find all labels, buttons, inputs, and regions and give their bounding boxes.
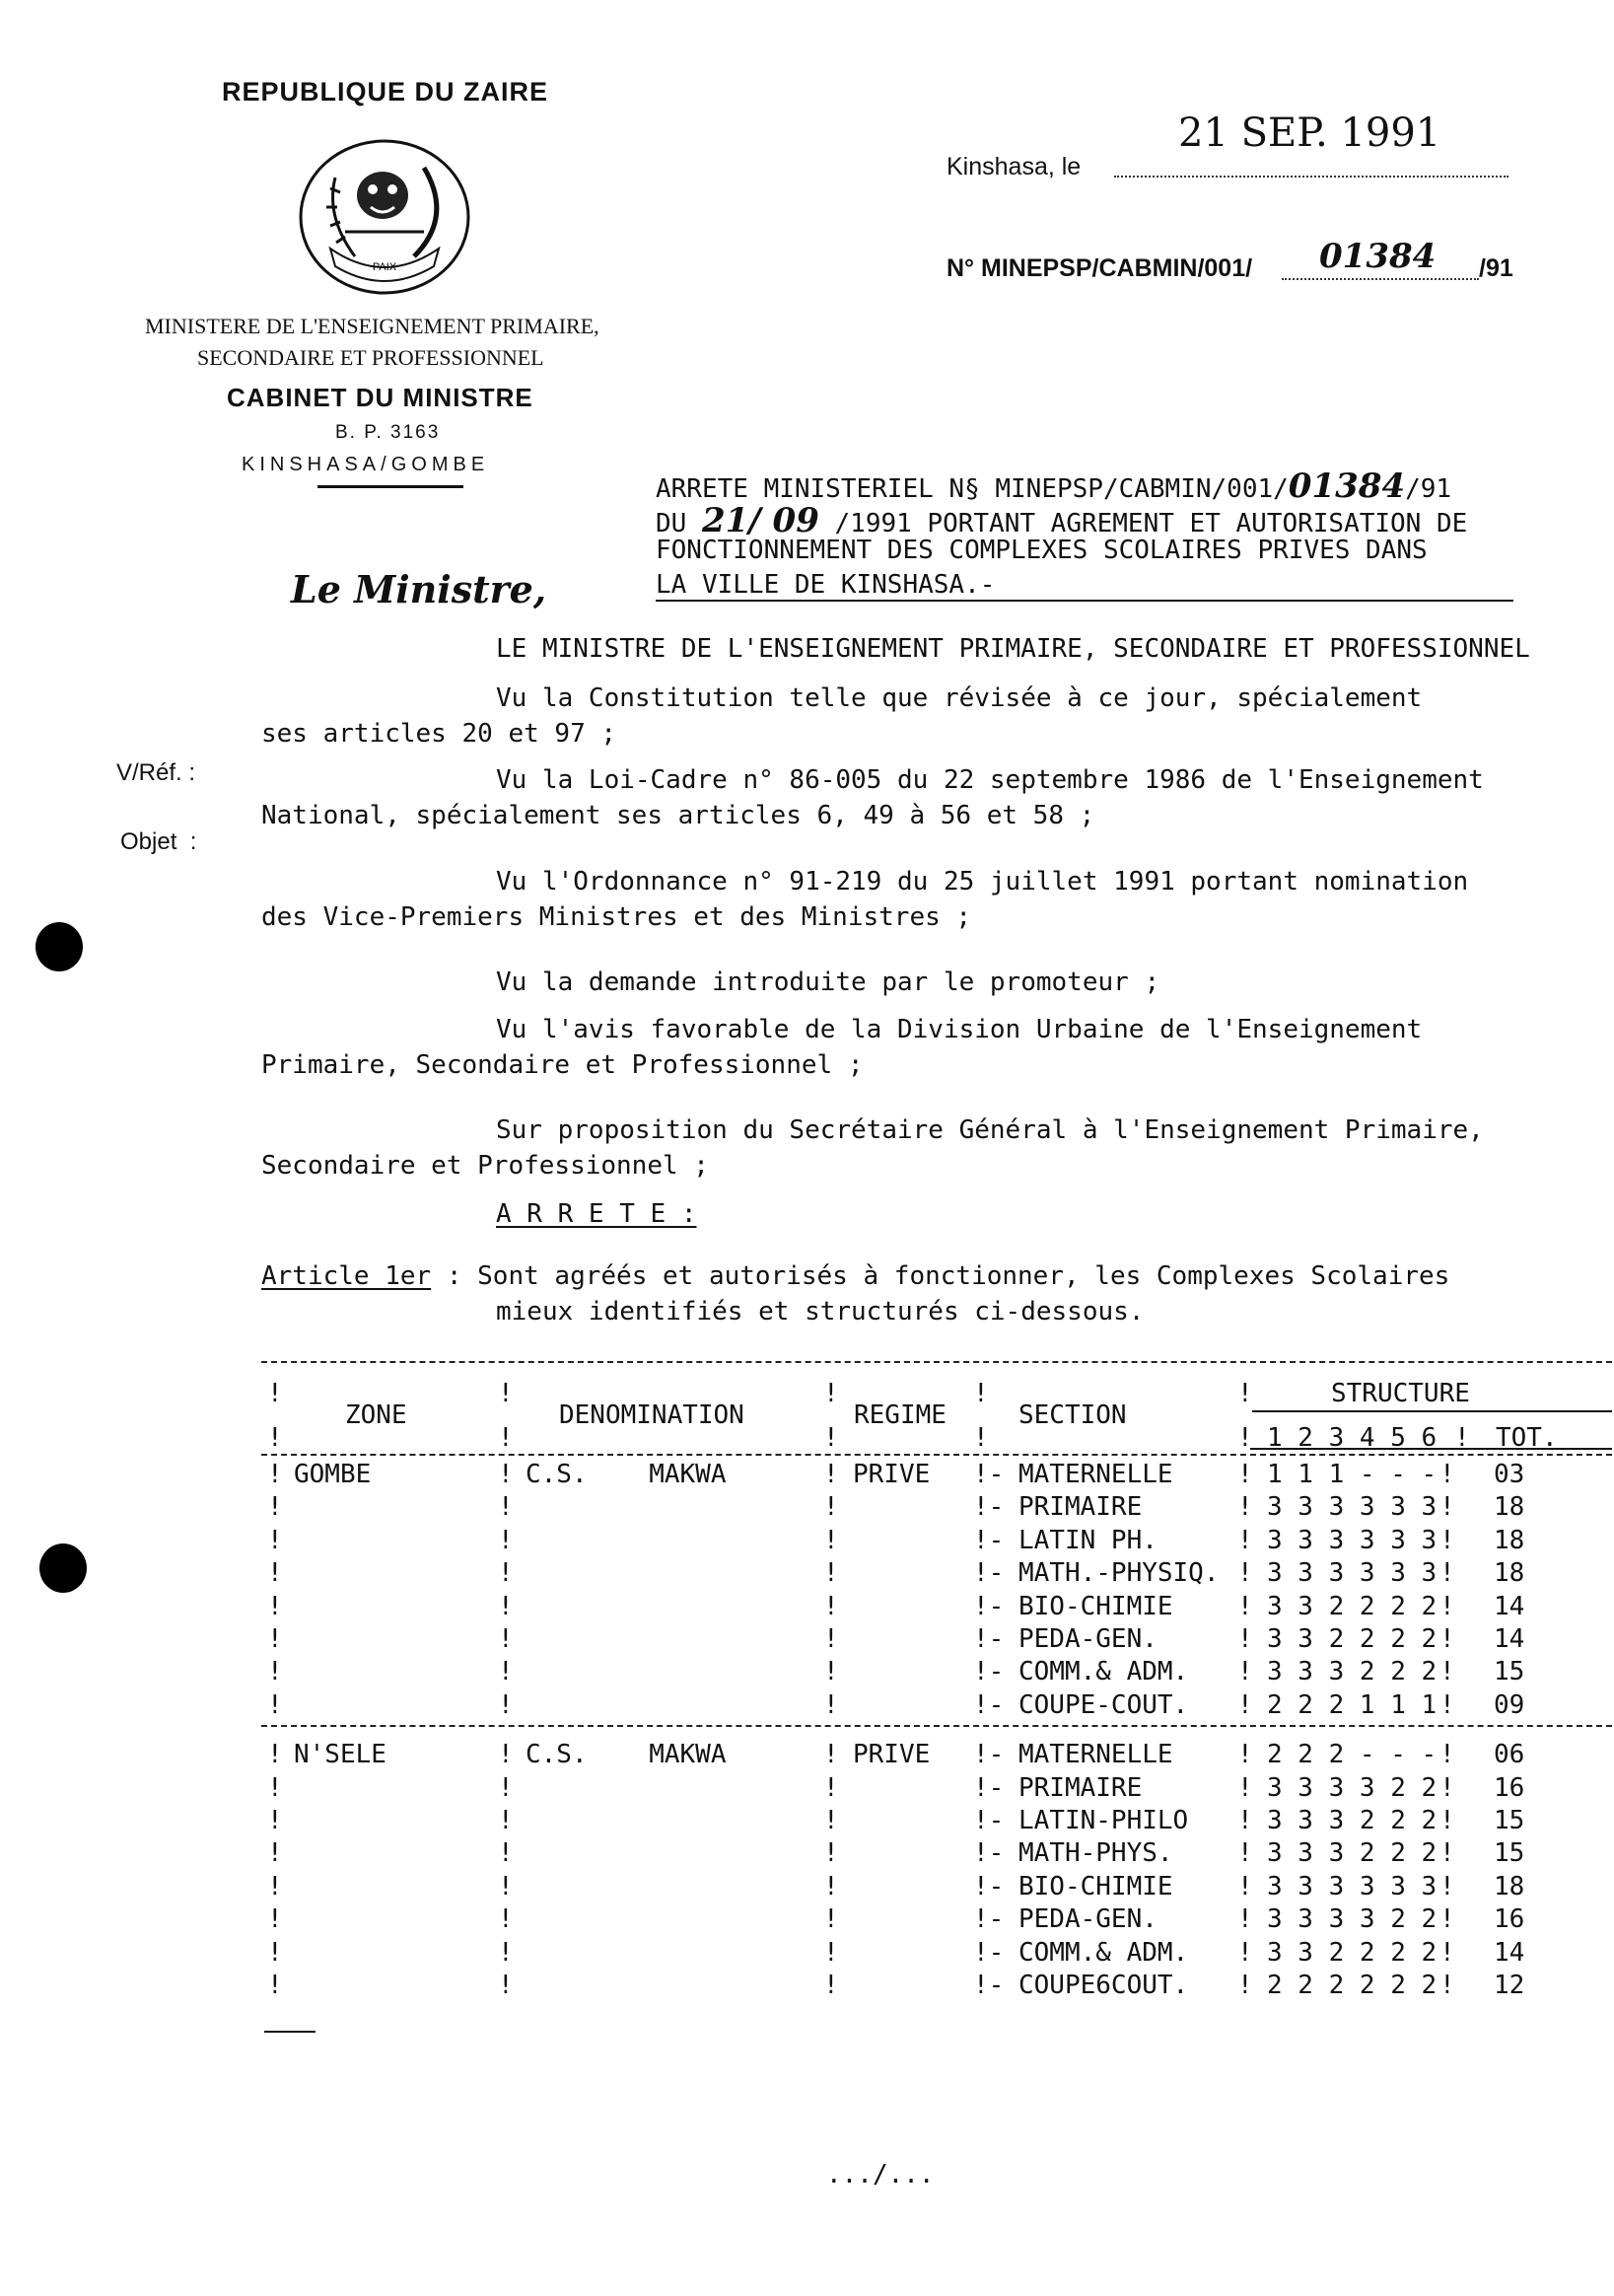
row-structure: 3 3 3 3 3 3	[1267, 1492, 1438, 1522]
row-separator: !	[1237, 1558, 1253, 1588]
row-total: 15	[1494, 1657, 1525, 1686]
row-separator: !	[1439, 1492, 1455, 1522]
header-years: 1 2 3 4 5 6	[1267, 1423, 1438, 1453]
row-separator: !	[1237, 1740, 1253, 1769]
row-separator: !-	[973, 1460, 1005, 1489]
row-structure: 3 3 2 2 2 2	[1267, 1624, 1438, 1654]
coat-of-arms-seal	[296, 138, 473, 296]
row-separator: !	[823, 1657, 839, 1686]
row-separator: !	[1237, 1838, 1253, 1868]
row-separator: !	[498, 1690, 514, 1720]
row-separator: !	[498, 1938, 514, 1968]
row-structure: 2 2 2 2 2 2	[1267, 1971, 1438, 2000]
row-separator: !	[498, 1592, 514, 1621]
row-separator: !	[267, 1773, 283, 1803]
vu-demande: Vu la demande introduite par le promoteur ;	[496, 968, 1160, 997]
article-text-1: Sont agréés et autorisés à fonctionner, les Complexes Scolaires	[477, 1261, 1450, 1291]
row-separator: !-	[973, 1657, 1005, 1686]
title-line-1-suffix: /91	[1405, 474, 1452, 504]
header-separator: !	[1237, 1379, 1253, 1408]
vu-constitution-line-1: Vu la Constitution telle que révisée à ce jour, spécialement	[496, 683, 1423, 713]
row-separator: !-	[973, 1690, 1005, 1720]
vu-avis-line-1: Vu l'avis favorable de la Division Urbaine de l'Enseignement	[496, 1015, 1423, 1044]
row-separator: !	[267, 1526, 283, 1555]
row-separator: !	[1439, 1872, 1455, 1901]
row-separator: !	[823, 1740, 839, 1769]
header-structure: STRUCTURE	[1331, 1379, 1470, 1408]
punch-hole-top	[35, 922, 83, 971]
date-prefix: Kinshasa, le	[947, 153, 1082, 180]
row-regime: PRIVE	[853, 1460, 931, 1489]
article-label: Article 1er	[261, 1261, 432, 1291]
ministry-line-2: SECONDAIRE ET PROFESSIONNEL	[197, 345, 544, 370]
header-regime: REGIME	[854, 1400, 947, 1430]
header-section: SECTION	[1018, 1400, 1127, 1430]
vref-label: V/Réf. :	[116, 759, 196, 786]
row-separator: !	[267, 1558, 283, 1588]
row-section: COUPE6COUT.	[1018, 1971, 1189, 2000]
row-separator: !	[1439, 1592, 1455, 1621]
header-separator: !	[267, 1379, 283, 1408]
row-separator: !	[1237, 1592, 1253, 1621]
title-underline	[656, 600, 1513, 602]
row-separator: !	[823, 1558, 839, 1588]
row-separator: !	[823, 1526, 839, 1555]
row-structure: 3 3 3 2 2 2	[1267, 1806, 1438, 1835]
row-section: MATERNELLE	[1018, 1740, 1173, 1769]
row-separator: !	[498, 1773, 514, 1803]
city-underline	[317, 485, 463, 488]
row-separator: !	[1439, 1806, 1455, 1835]
row-section: COMM.& ADM.	[1018, 1938, 1189, 1968]
row-separator: !-	[973, 1592, 1005, 1621]
row-separator: !	[823, 1492, 839, 1522]
row-separator: !	[498, 1526, 514, 1555]
header-separator: !	[1454, 1423, 1470, 1453]
row-separator: !	[823, 1592, 839, 1621]
row-total: 14	[1494, 1592, 1525, 1621]
row-structure: 2 2 2 - - -	[1267, 1740, 1438, 1769]
row-separator: !	[1439, 1624, 1455, 1654]
row-separator: !	[823, 1806, 839, 1835]
row-separator: !	[267, 1740, 283, 1769]
row-separator: !	[823, 1904, 839, 1934]
postal-box: B. P. 3163	[335, 422, 441, 443]
row-separator: !-	[973, 1624, 1005, 1654]
row-section: COMM.& ADM.	[1018, 1657, 1189, 1686]
row-separator: !	[267, 1806, 283, 1835]
row-separator: !	[823, 1872, 839, 1901]
row-total: 18	[1494, 1526, 1525, 1555]
row-separator: !-	[973, 1773, 1005, 1803]
reference-number-handwritten: 01384	[1319, 237, 1437, 276]
stamped-date: 21 SEP. 1991	[1178, 110, 1441, 156]
row-total: 16	[1494, 1773, 1525, 1803]
row-separator: !-	[973, 1838, 1005, 1868]
vu-ordonnance-line-2: des Vice-Premiers Ministres et des Ministres ;	[261, 902, 972, 932]
row-structure: 2 2 2 1 1 1	[1267, 1690, 1438, 1720]
reference-dotted-line	[1282, 278, 1479, 280]
row-separator: !	[498, 1492, 514, 1522]
row-separator: !	[1439, 1971, 1455, 2000]
row-separator: !	[1237, 1904, 1253, 1934]
header-separator: !	[973, 1423, 989, 1453]
seal-motto: PAIX	[372, 261, 397, 273]
row-section: LATIN PH.	[1018, 1526, 1158, 1555]
row-separator: !	[1237, 1492, 1253, 1522]
minister-signature-heading: Le Ministre,	[291, 567, 547, 611]
vu-loi-cadre-line-2: National, spécialement ses articles 6, 49 à 56 et 58 ;	[261, 801, 1095, 830]
header-separator: !	[498, 1423, 514, 1453]
row-separator: !-	[973, 1872, 1005, 1901]
header-structure-rule	[1252, 1410, 1612, 1412]
table-end-mark	[264, 2031, 316, 2033]
article-line-2: mieux identifiés et structurés ci-dessous.	[496, 1297, 1145, 1327]
row-separator: !	[498, 1558, 514, 1588]
row-separator: !	[1439, 1558, 1455, 1588]
row-separator: !	[1237, 1938, 1253, 1968]
row-total: 15	[1494, 1806, 1525, 1835]
row-section: PEDA-GEN.	[1018, 1904, 1158, 1934]
title-line-1	[656, 466, 1451, 506]
row-total: 09	[1494, 1690, 1525, 1720]
row-separator: !	[1439, 1740, 1455, 1769]
row-regime: PRIVE	[853, 1740, 931, 1769]
row-separator: !-	[973, 1558, 1005, 1588]
row-section: PRIMAIRE	[1018, 1773, 1143, 1803]
vu-constitution-line-2: ses articles 20 et 97 ;	[261, 719, 617, 749]
row-separator: !	[1439, 1690, 1455, 1720]
title-handwritten-date: 21/ 09	[701, 501, 819, 540]
row-zone: GOMBE	[294, 1460, 372, 1489]
row-section: PRIMAIRE	[1018, 1492, 1143, 1522]
row-separator: !	[267, 1657, 283, 1686]
title-line-4: LA VILLE DE KINSHASA.-	[656, 570, 996, 600]
reference-suffix: /91	[1479, 254, 1513, 282]
row-total: 16	[1494, 1904, 1525, 1934]
vu-loi-cadre-line-1: Vu la Loi-Cadre n° 86-005 du 22 septembre 1986 de l'Enseignement	[496, 765, 1484, 795]
title-line-2-text: /1991 PORTANT AGREMENT ET AUTORISATION DE	[818, 509, 1468, 538]
row-separator: !	[267, 1938, 283, 1968]
row-separator: !-	[973, 1526, 1005, 1555]
row-total: 18	[1494, 1872, 1525, 1901]
row-separator: !	[1237, 1624, 1253, 1654]
row-separator: !	[267, 1592, 283, 1621]
row-separator: !	[1439, 1657, 1455, 1686]
minister-preamble: LE MINISTRE DE L'ENSEIGNEMENT PRIMAIRE, SECONDAIRE ET PROFESSIONNEL	[496, 634, 1530, 664]
proposition-line-2: Secondaire et Professionnel ;	[261, 1151, 709, 1181]
row-separator: !	[267, 1460, 283, 1489]
row-section: MATERNELLE	[1018, 1460, 1173, 1489]
date-dotted-line	[1114, 176, 1509, 178]
row-separator: !	[1237, 1526, 1253, 1555]
row-separator: !	[1439, 1938, 1455, 1968]
row-separator: !	[498, 1657, 514, 1686]
row-total: 14	[1494, 1624, 1525, 1654]
header-separator: !	[973, 1379, 989, 1408]
row-section: MATH-PHYS.	[1018, 1838, 1173, 1868]
row-separator: !	[267, 1872, 283, 1901]
title-line-3: FONCTIONNEMENT DES COMPLEXES SCOLAIRES PRIVES DANS	[656, 536, 1428, 565]
row-structure: 3 3 3 3 3 3	[1267, 1526, 1438, 1555]
row-separator: !	[267, 1624, 283, 1654]
row-separator: !-	[973, 1938, 1005, 1968]
row-section: BIO-CHIMIE	[1018, 1592, 1173, 1621]
row-separator: !	[1439, 1460, 1455, 1489]
row-structure: 3 3 2 2 2 2	[1267, 1938, 1438, 1968]
row-separator: !	[498, 1838, 514, 1868]
ministry-line-1: MINISTERE DE L'ENSEIGNEMENT PRIMAIRE,	[145, 314, 599, 338]
vu-avis-line-2: Primaire, Secondaire et Professionnel ;	[261, 1050, 864, 1080]
row-separator: !-	[973, 1904, 1005, 1934]
row-separator: !	[1237, 1773, 1253, 1803]
row-structure: 3 3 2 2 2 2	[1267, 1592, 1438, 1621]
row-total: 18	[1494, 1558, 1525, 1588]
row-separator: !	[823, 1971, 839, 2000]
row-separator: !	[498, 1740, 514, 1769]
row-separator: !-	[973, 1971, 1005, 2000]
proposition-line-1: Sur proposition du Secrétaire Général à l'Enseignement Primaire,	[496, 1115, 1484, 1145]
row-separator: !	[823, 1460, 839, 1489]
row-section: BIO-CHIMIE	[1018, 1872, 1173, 1901]
row-total: 03	[1494, 1460, 1525, 1489]
row-separator: !	[1439, 1838, 1455, 1868]
row-separator: !	[1439, 1904, 1455, 1934]
row-separator: !	[498, 1806, 514, 1835]
row-zone: N'SELE	[294, 1740, 386, 1769]
header-separator: !	[267, 1423, 283, 1453]
cabinet-heading: CABINET DU MINISTRE	[227, 383, 533, 412]
punch-hole-bottom	[39, 1543, 87, 1593]
row-total: 14	[1494, 1938, 1525, 1968]
header-years-rule	[1250, 1448, 1612, 1450]
row-separator: !	[267, 1904, 283, 1934]
row-separator: !	[267, 1492, 283, 1522]
row-structure: 3 3 3 3 3 3	[1267, 1872, 1438, 1901]
row-structure: 3 3 3 2 2 2	[1267, 1657, 1438, 1686]
vu-ordonnance-line-1: Vu l'Ordonnance n° 91-219 du 25 juillet 1991 portant nomination	[496, 867, 1469, 897]
arrete-heading	[496, 1199, 697, 1229]
row-separator: !	[1237, 1460, 1253, 1489]
row-structure: 3 3 3 3 2 2	[1267, 1773, 1438, 1803]
title-line-1-text: ARRETE MINISTERIEL N§ MINEPSP/CABMIN/001/	[656, 474, 1289, 504]
header-separator: !	[823, 1423, 839, 1453]
row-separator: !	[823, 1938, 839, 1968]
city-line: KINSHASA/GOMBE	[242, 454, 490, 475]
title-handwritten-number: 01384	[1288, 466, 1406, 506]
row-structure: 1 1 1 - - -	[1267, 1460, 1438, 1489]
row-separator: !	[1237, 1971, 1253, 2000]
row-separator: !	[1439, 1526, 1455, 1555]
continuation-mark: .../...	[826, 2160, 935, 2189]
row-section: COUPE-COUT.	[1018, 1690, 1189, 1720]
row-separator: !	[1439, 1773, 1455, 1803]
row-separator: !	[498, 1872, 514, 1901]
header-zone: ZONE	[345, 1400, 407, 1430]
header-separator: !	[498, 1379, 514, 1408]
row-separator: !-	[973, 1806, 1005, 1835]
row-structure: 3 3 3 2 2 2	[1267, 1838, 1438, 1868]
row-total: 06	[1494, 1740, 1525, 1769]
row-separator: !	[1237, 1872, 1253, 1901]
row-separator: !	[267, 1838, 283, 1868]
row-separator: !	[267, 1971, 283, 2000]
row-total: 12	[1494, 1971, 1525, 2000]
row-separator: !-	[973, 1492, 1005, 1522]
title-line-2-prefix: DU	[656, 509, 702, 538]
arrete-heading-text: A R R E T E :	[496, 1199, 697, 1229]
header-separator: !	[823, 1379, 839, 1408]
row-separator: !	[1237, 1657, 1253, 1686]
row-separator: !	[1237, 1690, 1253, 1720]
header-denomination: DENOMINATION	[559, 1400, 744, 1430]
row-separator: !	[498, 1971, 514, 2000]
row-separator: !	[823, 1690, 839, 1720]
republic-heading: REPUBLIQUE DU ZAIRE	[222, 77, 549, 107]
row-separator: !-	[973, 1740, 1005, 1769]
row-section: MATH.-PHYSIQ.	[1018, 1558, 1220, 1588]
header-separator: !	[1237, 1423, 1253, 1453]
header-bottom-rule	[261, 1454, 1612, 1456]
row-denomination: C.S. MAKWA	[526, 1740, 727, 1769]
row-total: 18	[1494, 1492, 1525, 1522]
group-divider-rule	[261, 1725, 1612, 1727]
row-separator: !	[823, 1624, 839, 1654]
row-separator: !	[823, 1838, 839, 1868]
row-total: 15	[1494, 1838, 1525, 1868]
row-separator: !	[823, 1773, 839, 1803]
header-total: TOT.	[1496, 1423, 1558, 1453]
row-separator: !	[267, 1690, 283, 1720]
row-separator: !	[498, 1460, 514, 1489]
title-line-2	[656, 501, 1467, 540]
row-section: PEDA-GEN.	[1018, 1624, 1158, 1654]
row-denomination: C.S. MAKWA	[526, 1460, 727, 1489]
article-line-1	[261, 1261, 1449, 1291]
row-structure: 3 3 3 3 2 2	[1267, 1904, 1438, 1934]
row-separator: !	[498, 1904, 514, 1934]
row-separator: !	[498, 1624, 514, 1654]
table-top-rule	[261, 1361, 1612, 1363]
row-structure: 3 3 3 3 3 3	[1267, 1558, 1438, 1588]
objet-label: Objet :	[120, 828, 197, 855]
row-separator: !	[1237, 1806, 1253, 1835]
row-section: LATIN-PHILO	[1018, 1806, 1189, 1835]
article-colon: :	[431, 1261, 478, 1291]
reference-prefix: N° MINEPSP/CABMIN/001/	[947, 254, 1253, 282]
